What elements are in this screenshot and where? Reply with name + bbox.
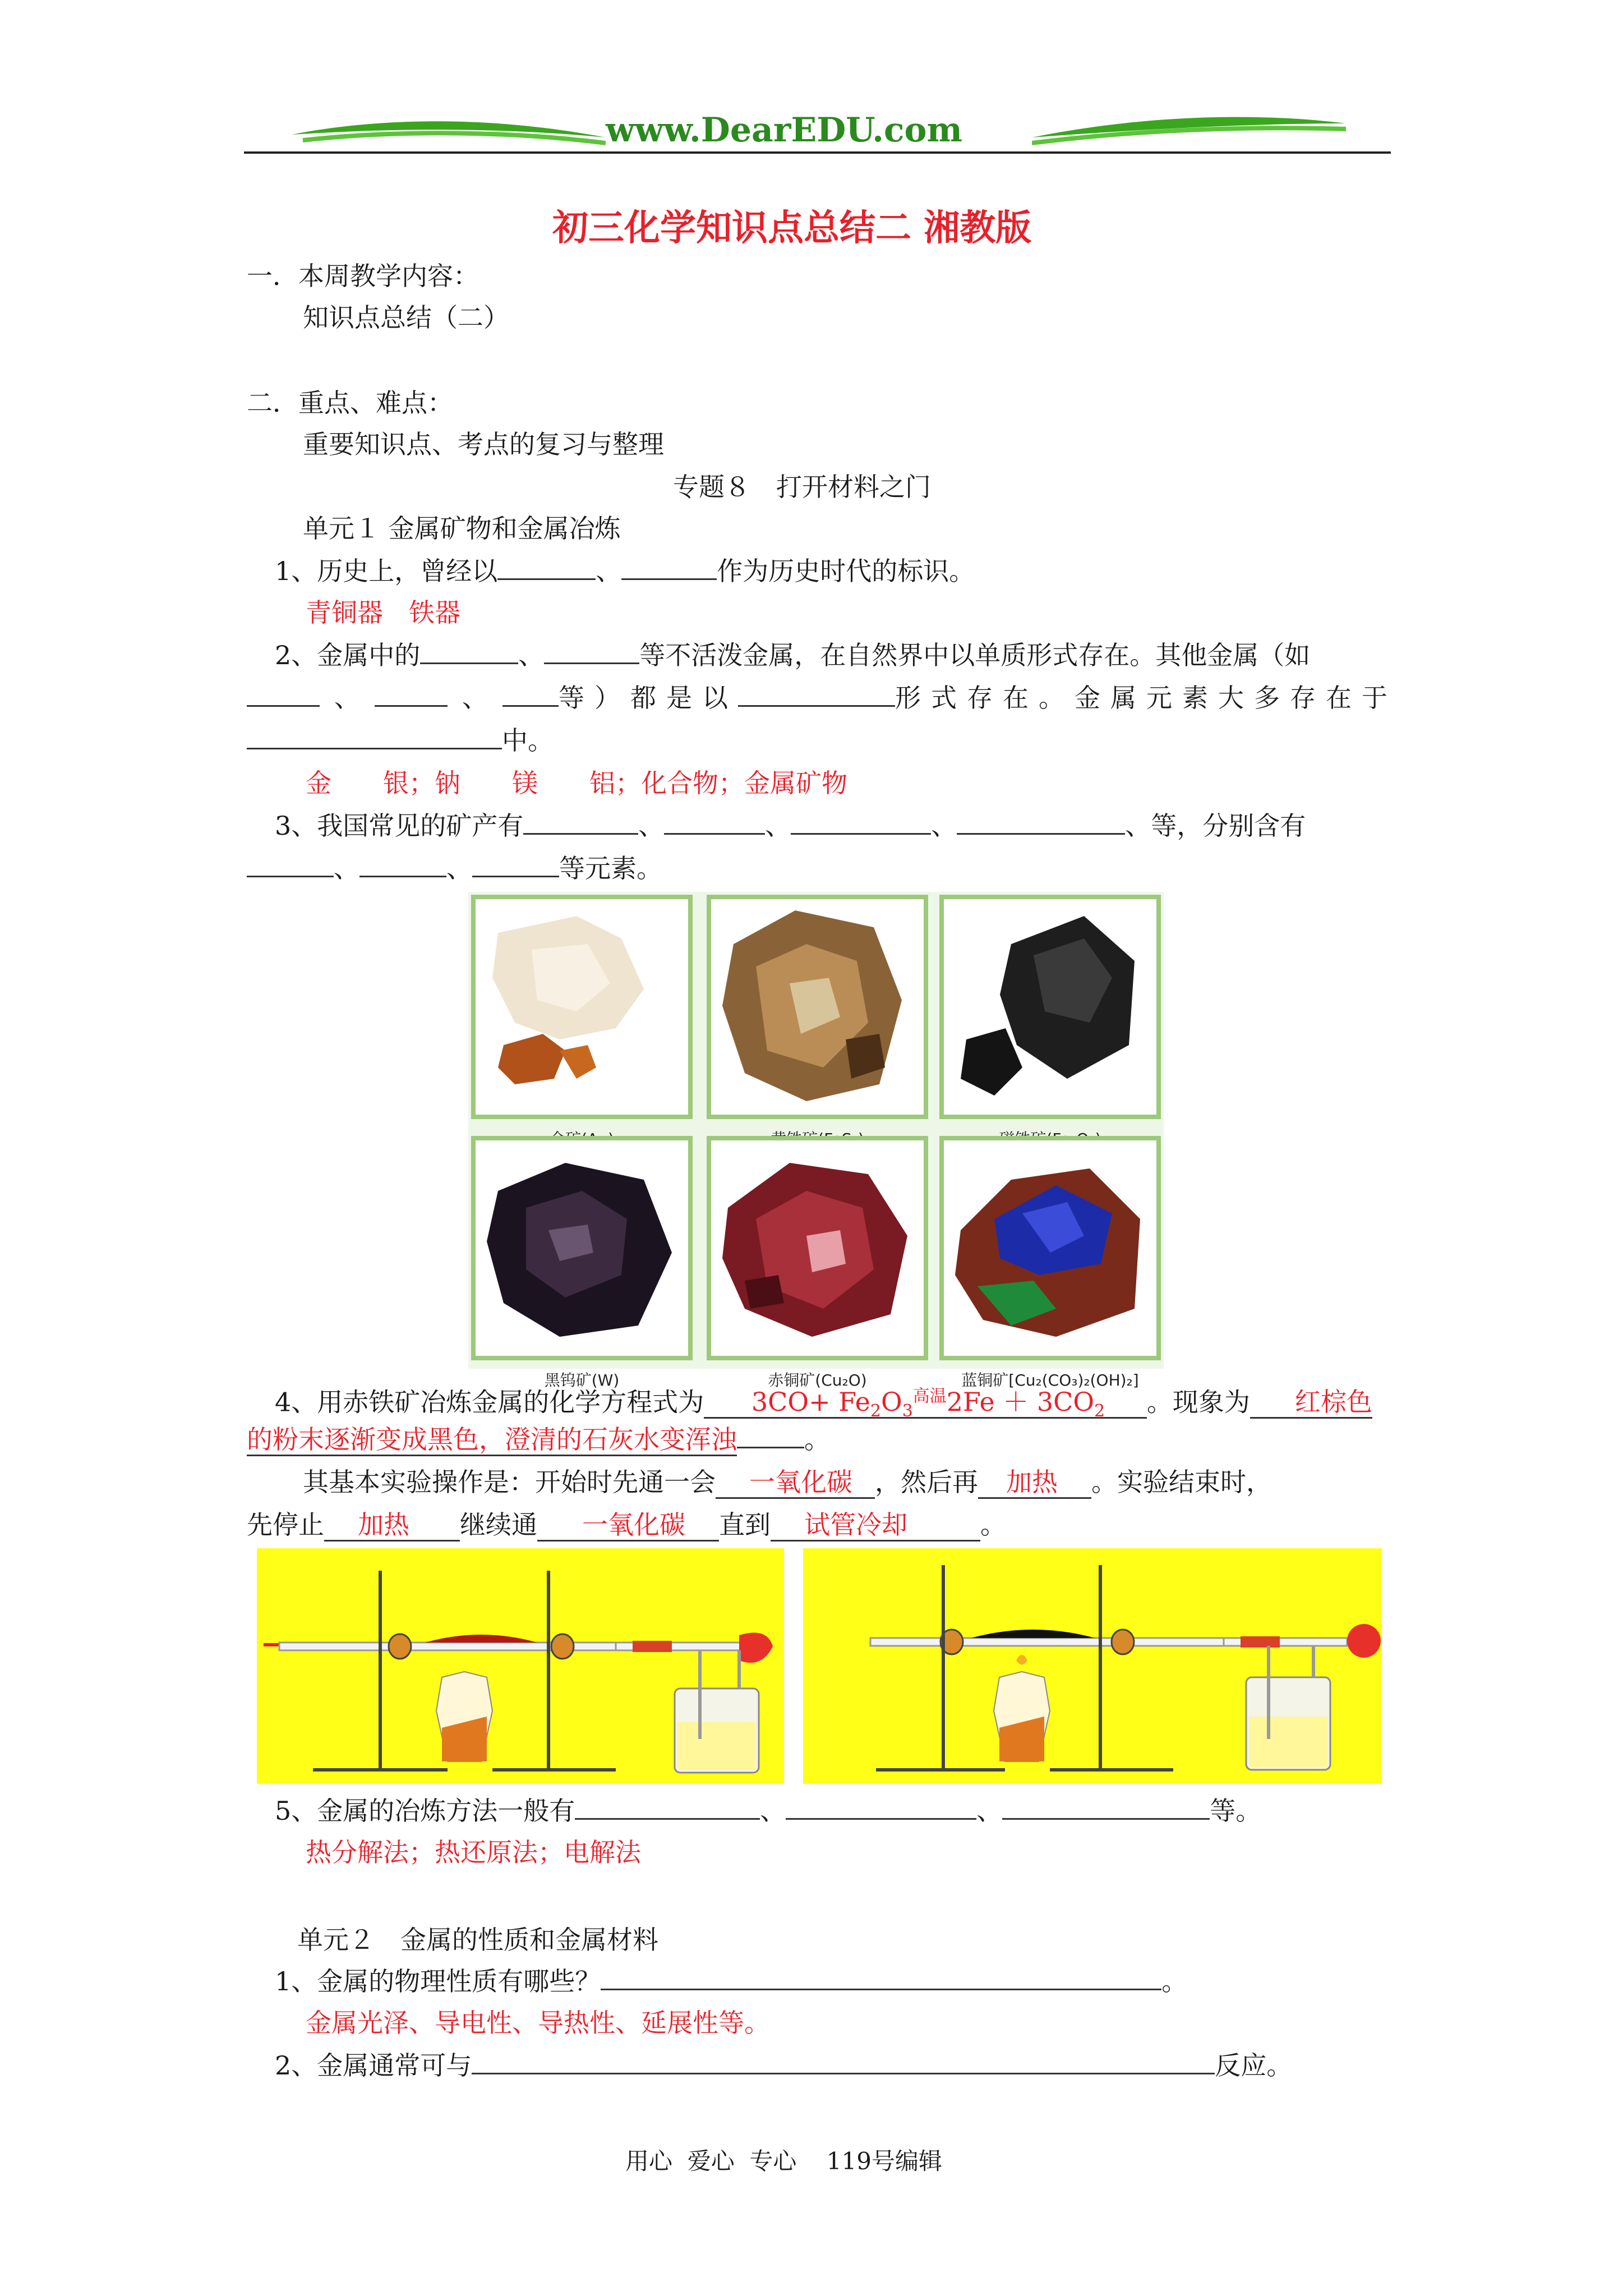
ore-image-wolframite	[471, 1136, 693, 1389]
section2-heading: 二．重点、难点：	[247, 388, 453, 418]
op-text-c: 。实验结束时，	[1091, 1467, 1272, 1497]
q3-sep: 、	[765, 811, 791, 841]
unit1-q4-operation	[303, 1465, 1272, 1499]
ore-image-gold	[471, 895, 693, 1119]
ore-caption: 赤铜矿(Cu₂O)	[768, 1371, 867, 1389]
u2-q1-end: 。	[1161, 1966, 1188, 1996]
q5-blank	[786, 1794, 976, 1820]
op-text-a: 其基本实验操作是：开始时先通一会	[303, 1467, 716, 1497]
q3-sep: 、	[446, 853, 472, 884]
page-title: 初三化学知识点总结二 湘教版	[552, 208, 1032, 249]
section1-content: 知识点总结（二）	[303, 302, 509, 333]
q3-blank	[359, 852, 446, 877]
ore-image-azurite	[939, 1136, 1161, 1389]
q5-text-a: 5、金属的冶炼方法一般有	[275, 1796, 575, 1826]
q2-line2-b: 、	[462, 683, 488, 713]
q2-line3: 中。	[502, 725, 554, 756]
q1-blank	[497, 554, 596, 580]
lab-apparatus-icon	[257, 1548, 784, 1784]
q2-line2-a: 、	[334, 683, 360, 713]
op-answer-5: 试管冷却	[771, 1510, 980, 1542]
q3-sep: 、	[334, 853, 359, 884]
q2-blank	[375, 681, 448, 707]
q3-blank	[523, 809, 638, 835]
q4-phenomenon-a: 红棕色	[1250, 1387, 1372, 1419]
q3-sep: 、	[931, 811, 957, 841]
gold-ore-icon	[476, 899, 688, 1115]
q1-sep: 、	[596, 556, 622, 586]
q1-text-a: 1、历史上，曾经以	[275, 556, 498, 586]
q2-text-a: 2、金属中的	[275, 640, 421, 670]
q4-blank	[737, 1423, 804, 1448]
wolframite-ore-icon	[476, 1140, 688, 1356]
q3-sep: 、	[638, 811, 665, 841]
cuprite-ore-icon	[711, 1140, 924, 1356]
unit1-q1	[275, 554, 975, 588]
q3-blank	[247, 852, 334, 877]
q2-line2-d: 形式存在。金属元素大多存在于	[895, 683, 1398, 713]
u2-q2-text: 2、金属通常可与	[275, 2050, 472, 2081]
section2-content: 重要知识点、考点的复习与整理	[303, 429, 664, 459]
lab-diagram-cooling	[803, 1548, 1382, 1784]
q2-blank	[738, 681, 895, 707]
lab-diagram-heating	[257, 1548, 784, 1784]
op-answer-1: 一氧化碳	[716, 1467, 875, 1499]
q2-blank	[247, 681, 320, 707]
q4-end: 。	[804, 1424, 830, 1455]
ore-caption: 蓝铜矿[Cu₂(CO₃)₂(OH)₂]	[961, 1371, 1139, 1389]
q5-blank	[1002, 1794, 1210, 1820]
op-end: 。	[980, 1510, 1006, 1540]
q5-answer: 热分解法；热还原法；电解法	[306, 1837, 641, 1867]
unit1-q4-operation-line2	[247, 1508, 1006, 1542]
unit1-q4-line2	[247, 1423, 830, 1456]
u2-q1-blank	[601, 1964, 1161, 1990]
op-answer-3: 加热	[324, 1510, 460, 1542]
pyrite-ore-icon	[711, 899, 924, 1115]
op-text-d: 先停止	[247, 1510, 324, 1540]
q3-blank	[791, 809, 931, 835]
lab-apparatus-icon	[803, 1548, 1382, 1784]
unit1-q5	[275, 1794, 1261, 1828]
q4-phenomenon-b: 的粉末逐渐变成黑色，澄清的石灰水变浑浊	[247, 1424, 737, 1456]
q2-sep: 、	[518, 640, 545, 670]
unit1-q3-line2	[247, 852, 662, 885]
unit2-q1	[275, 1964, 1187, 1998]
q3-line2-end: 等元素。	[559, 853, 662, 884]
op-text-f: 直到	[719, 1510, 771, 1540]
op-text-e: 继续通	[460, 1510, 537, 1540]
section1-heading: 一．本周教学内容：	[247, 261, 479, 291]
header-rule	[244, 151, 1391, 154]
unit1-q4	[275, 1380, 1372, 1429]
q1-blank	[621, 554, 717, 580]
q4-text-b: 。现象为	[1146, 1387, 1250, 1418]
q5-sep: 、	[760, 1796, 786, 1826]
magnetite-ore-icon	[944, 899, 1156, 1115]
topic-heading: 专题８ 打开材料之门	[673, 472, 931, 502]
q1-answer: 青铜器 铁器	[306, 597, 460, 628]
ore-image-magnetite	[939, 895, 1161, 1119]
logo-swoosh-right-icon	[1032, 112, 1346, 151]
header-logo	[292, 109, 1346, 154]
u2-q2-blank	[472, 2049, 1215, 2074]
unit1-q2	[275, 638, 1310, 672]
unit2-heading: 单元２ 金属的性质和金属材料	[297, 1925, 658, 1955]
op-answer-2: 加热	[978, 1467, 1091, 1499]
q2-text-b: 等不活泼金属，在自然界中以单质形式存在。其他金属（如	[639, 640, 1311, 670]
unit1-q3	[275, 809, 1306, 843]
ore-caption: 黑钨矿(W)	[544, 1371, 620, 1389]
ore-image-grid	[468, 892, 1164, 1389]
u2-q2-end: 反应。	[1215, 2050, 1293, 2081]
ore-image-cuprite	[707, 1136, 928, 1389]
q3-blank	[957, 809, 1125, 835]
q2-blank	[420, 638, 518, 664]
unit2-q2	[275, 2049, 1292, 2082]
unit1-q2-line3	[247, 724, 554, 757]
q3-text-b: 、等，分别含有	[1125, 811, 1306, 841]
unit1-q2-line2	[247, 681, 1398, 715]
u2-q1-text: 1、金属的物理性质有哪些？	[275, 1966, 601, 1996]
q3-blank	[664, 809, 765, 835]
op-answer-4: 一氧化碳	[537, 1510, 719, 1542]
q2-line2-c: 等）都是以	[559, 683, 738, 713]
op-text-b: ，然后再	[875, 1467, 978, 1497]
q4-text-a: 4、用赤铁矿冶炼金属的化学方程式为	[275, 1387, 704, 1418]
unit1-heading: 单元１ 金属矿物和金属冶炼	[303, 513, 621, 544]
q2-blank	[544, 638, 639, 664]
azurite-ore-icon	[944, 1140, 1156, 1356]
q2-blank	[247, 724, 502, 749]
q5-blank	[575, 1794, 760, 1820]
q2-answer: 金 银；钠 镁 铝；化合物；金属矿物	[306, 768, 847, 798]
q5-sep: 、	[976, 1796, 1003, 1826]
q3-text-a: 3、我国常见的矿产有	[275, 811, 524, 841]
u2-q1-answer: 金属光泽、导电性、导热性、延展性等。	[306, 2008, 770, 2038]
q3-blank	[472, 852, 559, 877]
logo-swoosh-left-icon	[292, 112, 606, 151]
logo-text: www.DearEDU.com	[606, 111, 963, 150]
q1-text-b: 作为历史时代的标识。	[717, 556, 975, 586]
ore-image-pyrite	[707, 895, 928, 1119]
q2-blank	[502, 681, 559, 707]
q5-end: 等。	[1210, 1796, 1262, 1826]
page-footer: 用心 爱心 专心 119号编辑	[625, 2147, 942, 2175]
q4-equation: $3CO+ Fe_2O_3^{高温}2Fe + 3CO_2$	[704, 1387, 1147, 1419]
